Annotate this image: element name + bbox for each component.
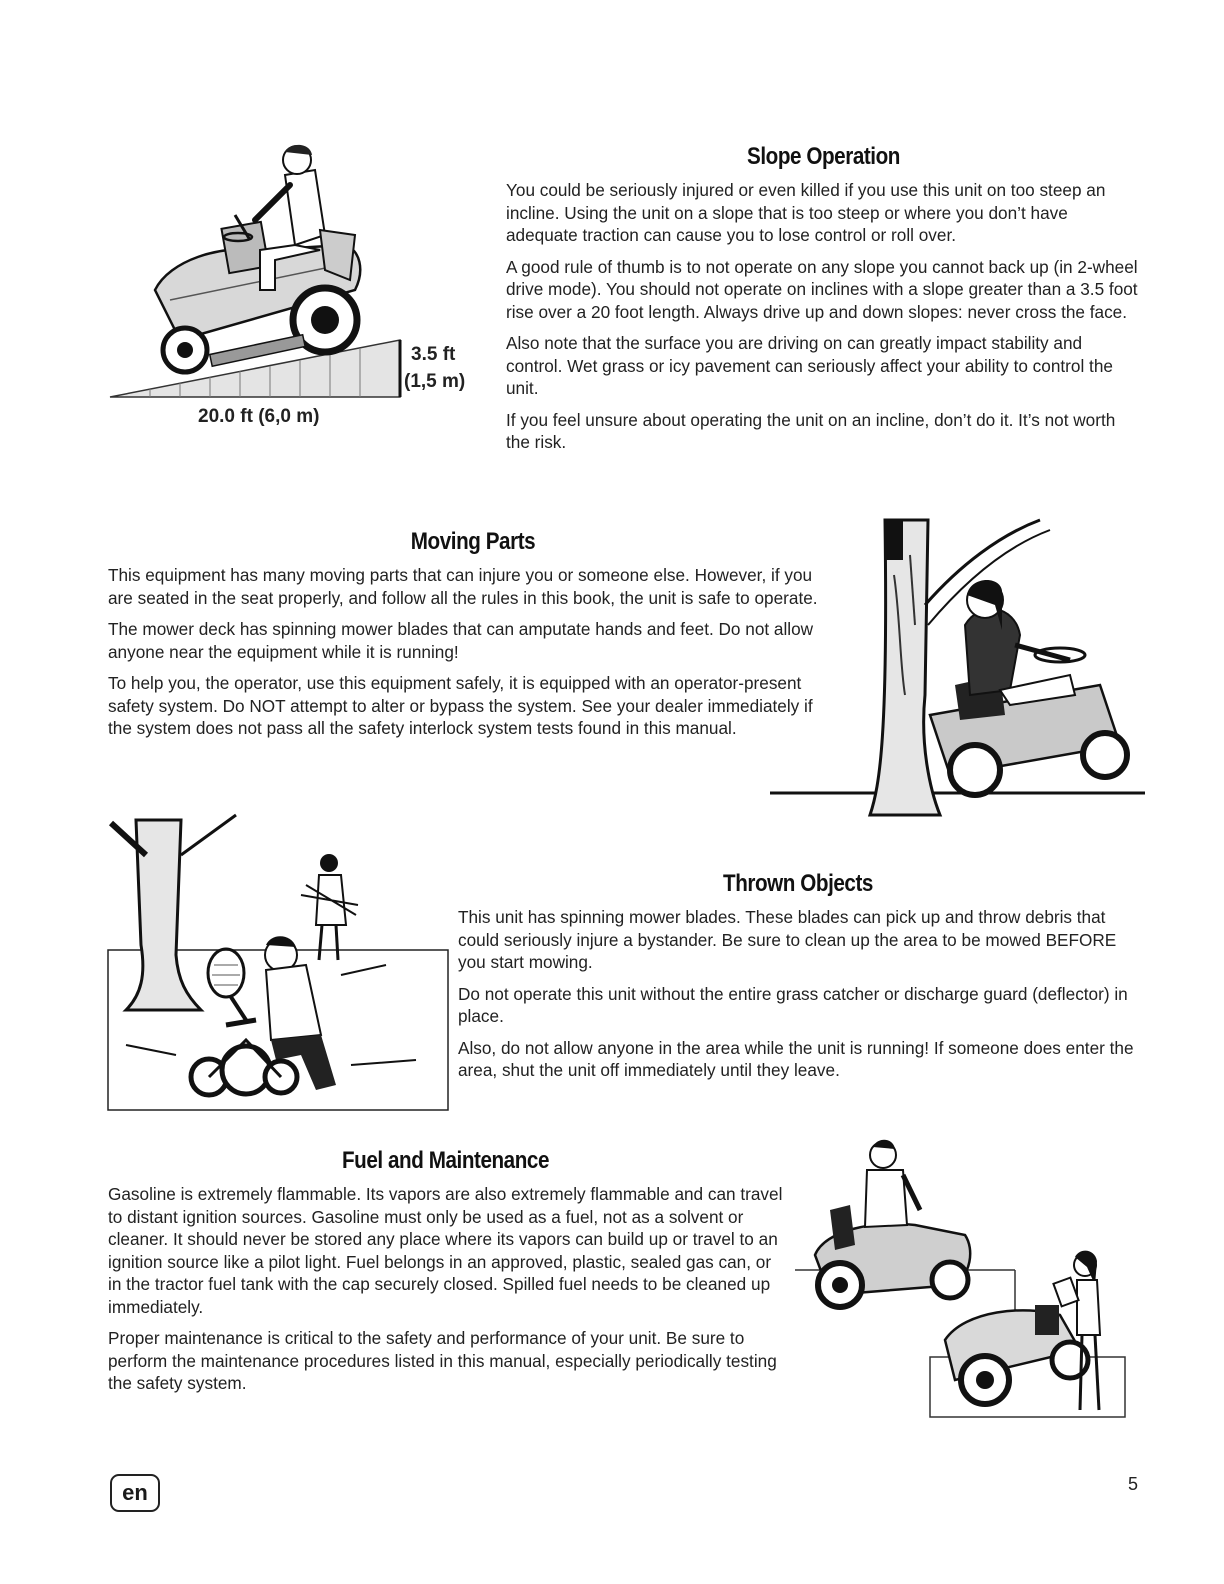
slope-paragraph-3: Also note that the surface you are driving on can greatly impact stability and control. Wet grass or icy pavement can seriously affect your ability to control the unit.	[506, 333, 1113, 398]
fuel-maintenance-paragraph-2: Proper maintenance is critical to the safety and performance of your unit. Be sure to perform the maintenance procedures listed in this manual, especially periodically testing the safety system.	[108, 1328, 777, 1393]
slope-length-label: 20.0 ft (6,0 m)	[198, 406, 320, 427]
slope-rise-label-ft: 3.5 ft	[411, 344, 456, 365]
slope-section	[506, 143, 1141, 463]
thrown-objects-paragraph-1: This unit has spinning mower blades. These blades can pick up and throw debris that could seriously injure a bystander. Be sure to clean up the area to be mowed BEFORE you start mowing.	[458, 907, 1117, 972]
slope-tractor-illustration	[110, 140, 410, 410]
language-badge: en	[110, 1474, 160, 1512]
tree-mower-illustration	[770, 515, 1145, 830]
yard-debris-illustration	[106, 815, 451, 1115]
moving-parts-heading: Moving Parts	[410, 528, 536, 555]
slope-rise-label-m: (1,5 m)	[404, 371, 466, 392]
thrown-objects-section	[458, 870, 1138, 1091]
fuel-maintenance-section	[108, 1147, 783, 1404]
thrown-objects-heading: Thrown Objects	[723, 870, 873, 897]
maintenance-tractors-illustration	[795, 1135, 1130, 1420]
moving-parts-paragraph-3: To help you, the operator, use this equipment safely, it is equipped with an operator-present safety system. Do NOT attempt to alter or bypass the system. See your dealer immediately if the system does not pass all the safety interlock system tests found in this manual.	[108, 673, 813, 738]
moving-parts-section	[108, 528, 838, 749]
slope-heading: Slope Operation	[747, 143, 900, 170]
slope-paragraph-4: If you feel unsure about operating the unit on an incline, don’t do it. It’s not worth the risk.	[506, 409, 1116, 452]
moving-parts-paragraph-1: This equipment has many moving parts that can injure you or someone else. However, if you are seated in the seat properly, and follow all the rules in this book, the unit is safe to operate.	[108, 565, 818, 608]
page-number: 5	[1128, 1474, 1139, 1494]
thrown-objects-paragraph-2: Do not operate this unit without the entire grass catcher or discharge guard (deflector) in place.	[458, 983, 1128, 1026]
moving-parts-paragraph-2: The mower deck has spinning mower blades that can amputate hands and feet. Do not allow anyone near the equipment while it is running!	[108, 619, 814, 662]
slope-paragraph-1: You could be seriously injured or even killed if you use this unit on too steep an incline. Using the unit on a slope that is too steep or where you don’t have adequate traction can cause you to lose control or roll over.	[506, 180, 1106, 245]
fuel-maintenance-heading: Fuel and Maintenance	[341, 1147, 550, 1174]
thrown-objects-paragraph-3: Also, do not allow anyone in the area while the unit is running! If someone does enter the area, shut the unit off immediately until they leave.	[458, 1037, 1134, 1080]
fuel-maintenance-paragraph-1: Gasoline is extremely flammable. Its vapors are also extremely flammable and can travel to distant ignition sources. Gasoline must only be used as a fuel, not as a solvent or cleaner. It should never be stored any place where its vapors can build up or travel to an ignition source like a pilot light. Fuel belongs in an approved, plastic, sealed gas can, or in the tractor fuel tank with the cap securely closed. Spilled fuel needs to be cleaned up immediately.	[108, 1184, 783, 1317]
slope-paragraph-2: A good rule of thumb is to not operate on any slope you cannot back up (in 2-wheel drive mode). You should not operate on inclines with a slope greater than a 3.5 foot rise over a 20 foot length. Always drive up and down slopes: never cross the face.	[506, 256, 1138, 322]
